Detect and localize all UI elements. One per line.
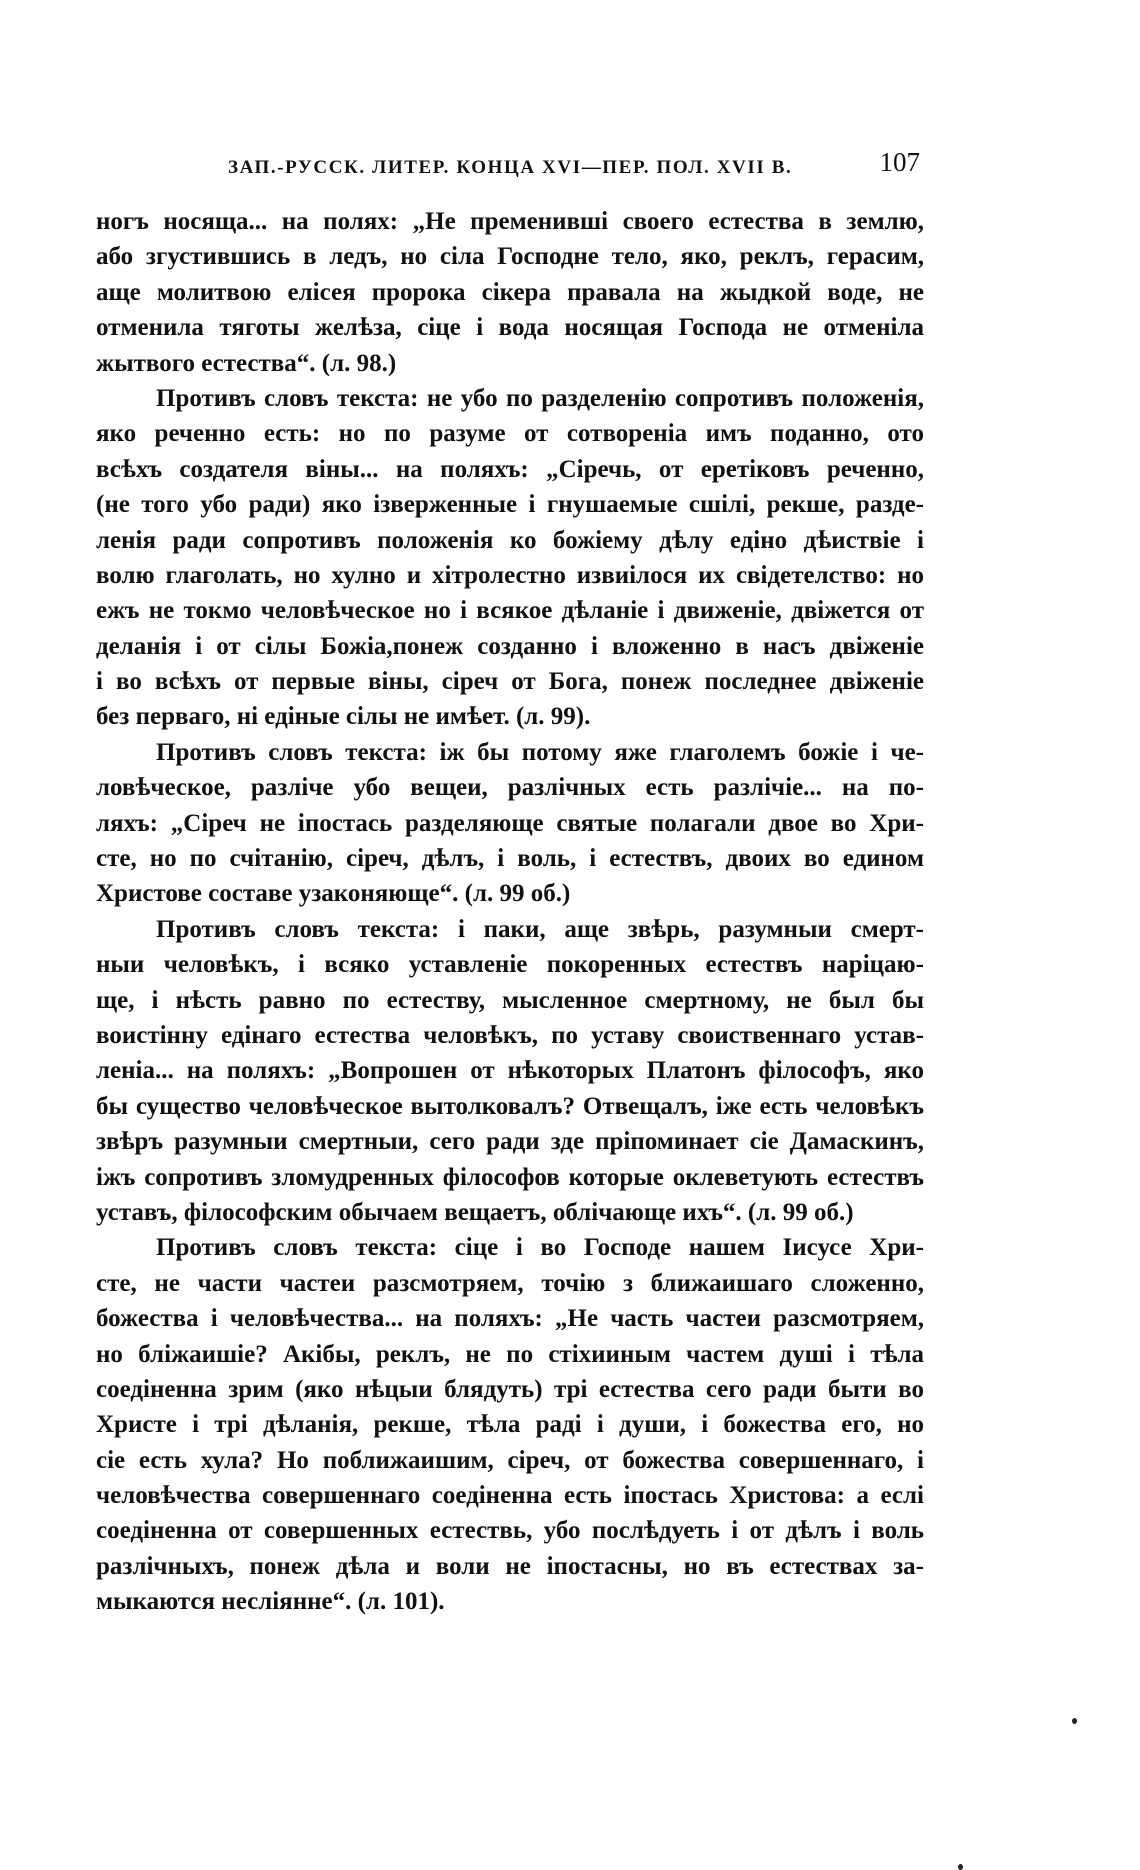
running-head: ЗАП.-РУССК. ЛИТЕР. КОНЦА XVI—ПЕР. ПОЛ. XVII В.	[228, 157, 793, 178]
text-line: яко реченно есть: но по разуме от сотвореніа имъ поданно, ото	[96, 420, 924, 448]
text-line: ленія ради сопротивъ положенія ко божіему дѣлу едіно дѣиствіе і	[96, 526, 924, 554]
text-line: ще, і нѣсть равно по естеству, мысленное смертному, не был бы	[96, 986, 924, 1014]
paragraph	[96, 912, 924, 1231]
text-line: ляхъ: „Сіреч не іпостась разделяюще святые полагали двое во Хри-	[96, 809, 924, 837]
text-line: уставъ, філософским обычаем вещаетъ, облічающе ихъ“. (л. 99 об.)	[96, 1198, 854, 1226]
text-line: Противъ словъ текста: іж бы потому яже глаголемъ божіе і че-	[156, 738, 924, 766]
text-line: разлічныхъ, понеж дѣла и воли не іпостасны, но въ естествах за-	[96, 1552, 924, 1580]
text-line: (не того убо ради) яко ізверженные і гнушаемые сшілі, рекше, разде-	[96, 491, 924, 519]
text-line: соедіненна от совершенных естествь, убо послѣдуеть і от дѣлъ і воль	[96, 1517, 924, 1545]
text-line: ногъ носяща... на полях: „Не пременивші своего естества в землю,	[96, 208, 924, 235]
text-line: без перваго, ні едіные сілы не имѣет. (л. 99).	[96, 703, 591, 731]
text-line: сте, не части частеи разсмотряем, точію з ближаишаго сложенно,	[96, 1269, 924, 1297]
page-number: 107	[879, 147, 920, 177]
paragraph	[96, 204, 924, 381]
text-line: Противъ словъ текста: і паки, аще звѣрь, разумныи смерт-	[156, 915, 924, 943]
text-line: мыкаются несліянне“. (л. 101).	[96, 1588, 445, 1616]
text-line: Христове составе узаконяюще“. (л. 99 об.)	[96, 880, 571, 908]
body-text	[96, 204, 924, 1620]
text-line: жытвого естества“. (л. 98.)	[96, 349, 397, 377]
text-line: ловѣческое, разліче убо вещеи, разлічных есть разлічіе... на по-	[96, 774, 924, 802]
text-line: ежъ не токмо человѣческое но і всякое дѣланіе і движеніе, двіжется от	[96, 597, 924, 625]
paragraph	[96, 381, 924, 735]
print-speck	[1072, 1718, 1077, 1724]
text-line: соедіненна зрим (яко нѣцыи блядуть) трі естества сего ради быти во	[96, 1375, 924, 1403]
text-line: воистінну едінаго естества человѣкъ, по уставу своиственнаго устав-	[96, 1021, 924, 1049]
text-line: Христе і трі дѣланія, рекше, тѣла раді і души, і божества его, но	[96, 1411, 924, 1439]
text-line: і во всѣхъ от первые віны, сіреч от Бога, понеж последнее двіженіе	[96, 668, 924, 696]
text-line: божества і человѣчества... на поляхъ: „Не часть частеи разсмотряем,	[96, 1305, 924, 1333]
text-line: всѣхъ создателя віны... на поляхъ: „Сіречь, от еретіковъ реченно,	[96, 455, 924, 483]
text-line: ныи человѣкъ, і всяко уставленіе покоренных естествъ наріцаю-	[96, 951, 924, 979]
text-line: отменила тяготы желѣза, сіце і вода носящая Господа не отменіла	[96, 314, 924, 342]
text-line: леніа... на поляхъ: „Вопрошен от нѣкоторых Платонъ філософъ, яко	[96, 1057, 924, 1085]
text-line: аще молитвою елісея пророка сікера правала на жыдкой воде, не	[96, 278, 924, 306]
text-line: іжъ сопротивъ зломудренных філософов которые оклеветують естествъ	[96, 1163, 924, 1191]
text-line: человѣчества совершеннаго соедіненна есть іпостась Христова: а еслі	[96, 1482, 924, 1510]
text-line: сіе есть хула? Но поближаишим, сіреч, от божества совершеннаго, і	[96, 1446, 924, 1474]
text-line: Противъ словъ текста: сіце і во Господе нашем Іисусе Хри-	[156, 1234, 924, 1262]
page-header	[156, 147, 920, 187]
paragraph	[96, 1230, 924, 1619]
text-line: сте, но по счітанію, сіреч, дѣлъ, і воль, і естествъ, двоих во едином	[96, 845, 924, 873]
text-line: Противъ словъ текста: не убо по разделенію сопротивъ положенія,	[156, 384, 924, 412]
text-line: волю глаголать, но хулно и хітролестно извиілося их свідетелство: но	[96, 561, 924, 589]
text-line: звѣръ разумныи смертныи, сего ради зде пріпоминает сіе Дамаскинъ,	[96, 1128, 924, 1156]
text-line: або згустившись в ледъ, но сіла Господне тело, яко, реклъ, герасим,	[96, 243, 924, 271]
text-line: деланія і от сілы Божіа,понеж созданно і вложенно в насъ двіженіе	[96, 632, 924, 660]
print-speck	[958, 1864, 963, 1870]
text-line: но бліжаишіе? Акібы, реклъ, не по стіхииным частем душі і тѣла	[96, 1340, 924, 1368]
paragraph	[96, 735, 924, 912]
text-line: бы существо человѣческое вытолковалъ? Отвещалъ, іже есть человѣкъ	[96, 1092, 924, 1120]
